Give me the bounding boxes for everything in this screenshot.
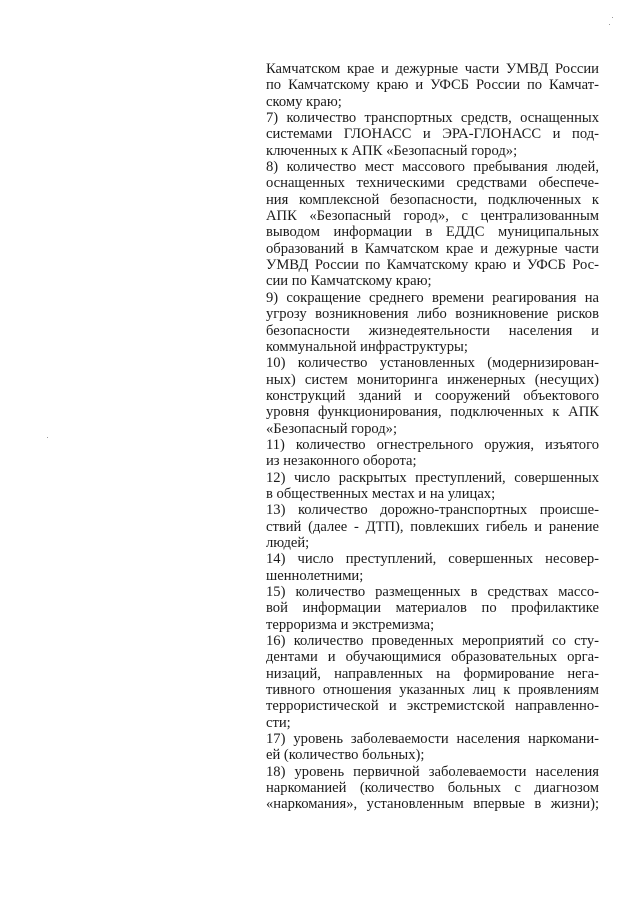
document-line: 16) количество проведенных мероприятий со сту- [266, 633, 599, 650]
document-line: 15) количество размещенных в средствах массо- [266, 584, 599, 600]
document-line: УМВД России по Камчатскому краю и УФСБ Рос- [266, 257, 599, 274]
document-line: 18) уровень первичной заболеваемости населения [266, 763, 599, 780]
scan-speck [609, 24, 610, 25]
document-line: конструкций зданий и сооружений объектового [266, 387, 599, 404]
document-line: коммунальной инфраструктуры; [266, 338, 468, 355]
document-line: скому краю; [266, 93, 342, 110]
document-line: ных) систем мониторинга инженерных (несущих) [266, 371, 599, 388]
document-line: угрозу возникновения либо возникновение рисков [266, 306, 599, 323]
document-line: оснащенных техническими средствами обеспече- [266, 175, 599, 192]
document-line: 14) число преступлений, совершенных несовер- [266, 551, 599, 568]
document-line: 7) количество транспортных средств, оснащенных [266, 110, 599, 127]
document-line: сти; [266, 714, 291, 731]
document-line: «наркомания», установленным впервые в жизни); [266, 796, 599, 813]
document-line: сии по Камчатскому краю; [266, 273, 432, 290]
document-line: шеннолетними; [266, 567, 364, 584]
document-body [266, 61, 599, 813]
document-line: образований в Камчатском крае и дежурные части [266, 240, 599, 257]
document-line: ключенных к АПК «Безопасный город»; [266, 142, 518, 159]
document-line: 13) количество дорожно-транспортных происше- [266, 502, 599, 519]
document-line: из незаконного оборота; [266, 453, 417, 470]
document-line: тивного отношения указанных лиц к проявлениям [266, 682, 599, 699]
document-line: ствий (далее - ДТП), повлекших гибель и ранение [266, 518, 599, 535]
document-line: ей (количество больных); [266, 747, 425, 764]
document-line: дентами и обучающимися образовательных орга- [266, 649, 599, 666]
document-line: вой информации материалов по профилактике [266, 600, 599, 617]
document-line: АПК «Безопасный город», с централизованным [266, 208, 599, 225]
document-line: выводом информации в ЕДДС муниципальных [266, 224, 599, 241]
document-line: ния комплексной безопасности, подключенных к [266, 191, 599, 208]
scan-speck [47, 437, 48, 438]
document-line: низаций, направленных на формирование нега- [266, 665, 599, 682]
document-line: 9) сокращение среднего времени реагирования на [266, 289, 599, 306]
document-line: уровня функционирования, подключенных к АПК [266, 404, 599, 421]
document-line: системами ГЛОНАСС и ЭРА-ГЛОНАСС и под- [266, 126, 599, 143]
document-line: 11) количество огнестрельного оружия, изъятого [266, 436, 599, 453]
document-line: в общественных местах и на улицах; [266, 485, 496, 502]
document-line: Камчатском крае и дежурные части УМВД России [266, 61, 599, 77]
document-line: по Камчатскому краю и УФСБ России по Камчат- [266, 77, 599, 94]
document-line: безопасности жизнедеятельности населения и [266, 322, 599, 339]
document-line: 17) уровень заболеваемости населения наркомани- [266, 731, 599, 748]
scan-speck [612, 17, 613, 18]
document-line: наркоманией (количество больных с диагнозом [266, 780, 599, 797]
document-line: «Безопасный город»; [266, 420, 398, 437]
document-line: 8) количество мест массового пребывания людей, [266, 159, 599, 176]
document-line: 12) число раскрытых преступлений, совершенных [266, 469, 599, 486]
document-line: людей; [266, 534, 310, 551]
document-line: террористической и экстремистской направленно- [266, 698, 599, 715]
document-line: 10) количество установленных (модернизирован- [266, 355, 599, 372]
document-line: терроризма и экстремизма; [266, 616, 435, 633]
